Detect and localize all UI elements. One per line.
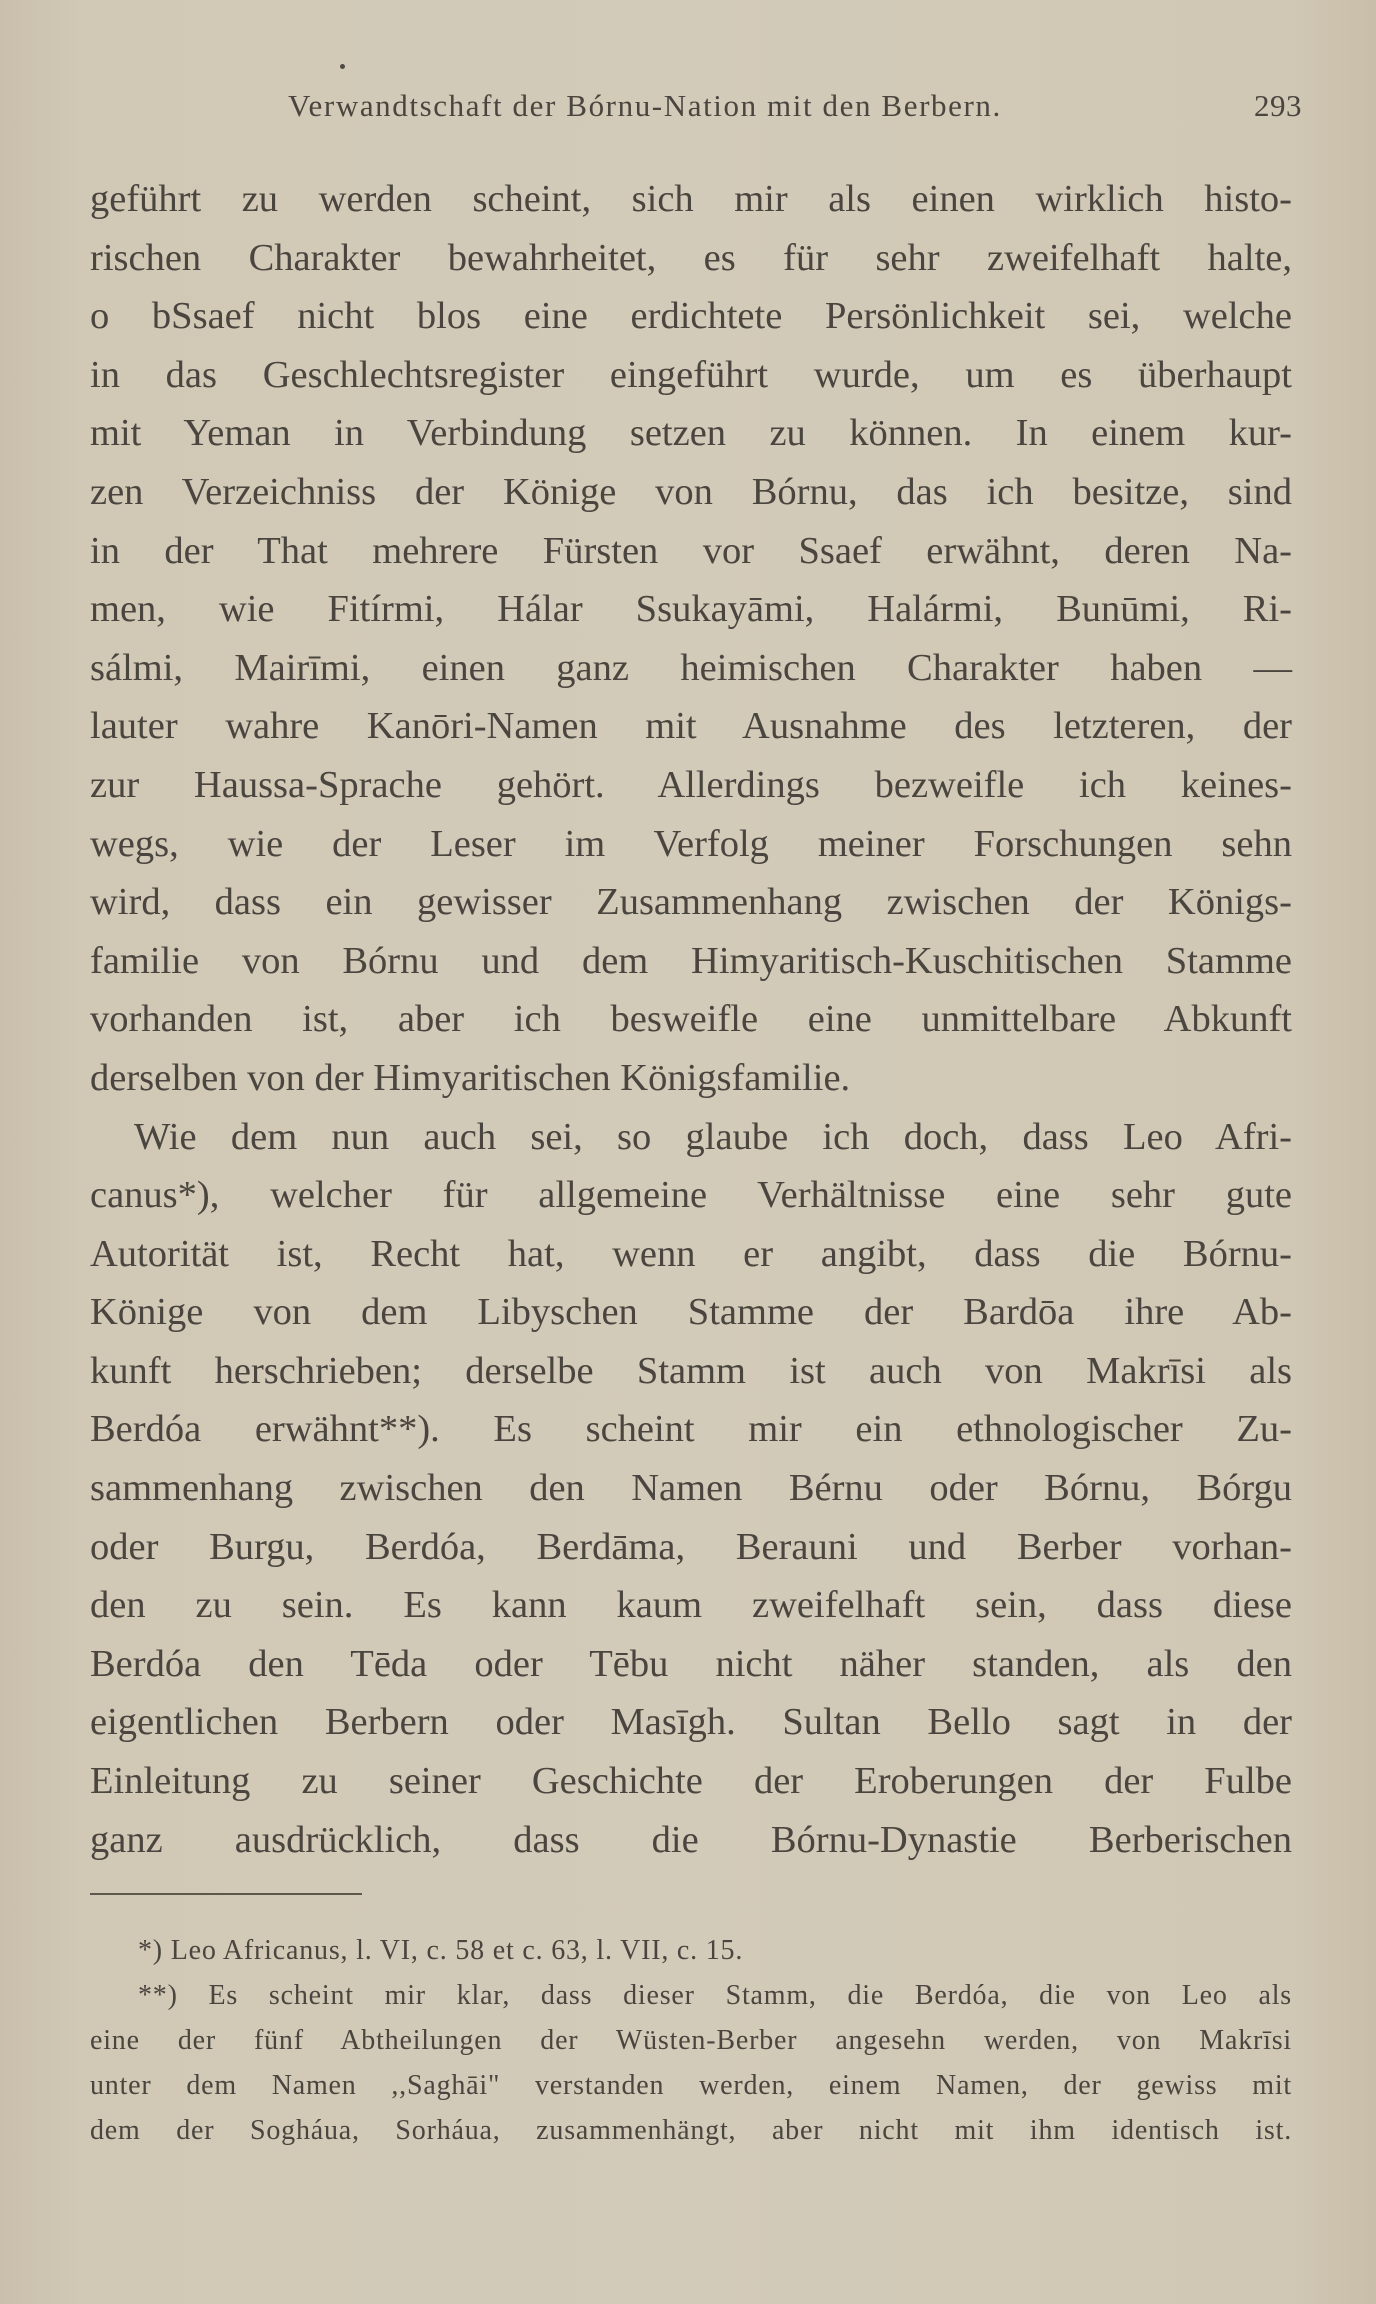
ink-speck <box>340 64 345 69</box>
footnote-line: dem der Sogháua, Sorháua, zusammenhängt, aber nicht mit ihm identisch ist. <box>90 2115 1292 2146</box>
body-text <box>90 170 1292 1869</box>
text-line: o bSsaef nicht blos eine erdichtete Persönlichkeit sei, welche <box>90 295 1292 338</box>
text-line: in das Geschlechtsregister eingeführt wurde, um es überhaupt <box>90 353 1292 396</box>
text-line: oder Burgu, Berdóa, Berdāma, Berauni und Berber vorhan- <box>90 1525 1292 1568</box>
text-line: kunft herschrieben; derselbe Stamm ist auch von Makrīsi als <box>90 1349 1292 1392</box>
text-line: sálmi, Mairīmi, einen ganz heimischen Charakter haben — <box>90 646 1292 689</box>
text-line: zur Haussa-Sprache gehört. Allerdings bezweifle ich keines- <box>90 763 1292 806</box>
text-line: Berdóa erwähnt**). Es scheint mir ein ethnologischer Zu- <box>90 1408 1292 1451</box>
footnotes <box>90 1928 1292 2153</box>
text-line: canus*), welcher für allgemeine Verhältnisse eine sehr gute <box>90 1174 1292 1217</box>
text-line: rischen Charakter bewahrheitet, es für sehr zweifelhaft halte, <box>90 236 1292 279</box>
footnote-line: **) Es scheint mir klar, dass dieser Stamm, die Berdóa, die von Leo als <box>138 1980 1292 2011</box>
text-line: ganz ausdrücklich, dass die Bórnu-Dynastie Berberischen <box>90 1818 1292 1861</box>
text-line: vorhanden ist, aber ich besweifle eine unmittelbare Abkunft <box>90 998 1292 1041</box>
footnote-line: unter dem Namen ,,Saghāi" verstanden werden, einem Namen, der gewiss mit <box>90 2070 1292 2101</box>
text-line: eigentlichen Berbern oder Masīgh. Sultan Bello sagt in der <box>90 1701 1292 1744</box>
text-line: lauter wahre Kanōri-Namen mit Ausnahme des letzteren, der <box>90 705 1292 748</box>
text-line: wird, dass ein gewisser Zusammenhang zwischen der Königs- <box>90 881 1292 924</box>
text-line: zen Verzeichniss der Könige von Bórnu, das ich besitze, sind <box>90 470 1292 513</box>
running-title: Verwandtschaft der Bórnu-Nation mit den Berbern. <box>288 88 1002 123</box>
text-line: men, wie Fitírmi, Hálar Ssukayāmi, Halármi, Bunūmi, Ri- <box>90 588 1292 631</box>
text-line: Berdóa den Tēda oder Tēbu nicht näher standen, als den <box>90 1642 1292 1685</box>
text-line: Autorität ist, Recht hat, wenn er angibt, dass die Bórnu- <box>90 1232 1292 1275</box>
text-line: familie von Bórnu und dem Himyaritisch-Kuschitischen Stamme <box>90 939 1292 982</box>
footnote-line: eine der fünf Abtheilungen der Wüsten-Berber angesehn werden, von Makrīsi <box>90 2025 1292 2056</box>
text-line: Einleitung zu seiner Geschichte der Eroberungen der Fulbe <box>90 1760 1292 1803</box>
text-line: Könige von dem Libyschen Stamme der Bardōa ihre Ab- <box>90 1291 1292 1334</box>
text-line: wegs, wie der Leser im Verfolg meiner Forschungen sehn <box>90 822 1292 865</box>
text-line: in der That mehrere Fürsten vor Ssaef erwähnt, deren Na- <box>90 529 1292 572</box>
text-line: sammenhang zwischen den Namen Bérnu oder Bórnu, Bórgu <box>90 1467 1292 1510</box>
footnote-divider <box>90 1893 362 1895</box>
text-line: derselben von der Himyaritischen Königsfamilie. <box>90 1056 851 1099</box>
text-line: geführt zu werden scheint, sich mir als einen wirklich histo- <box>90 178 1292 220</box>
text-line: mit Yeman in Verbindung setzen zu können. In einem kur- <box>90 412 1292 455</box>
text-line: den zu sein. Es kann kaum zweifelhaft sein, dass diese <box>90 1584 1292 1627</box>
running-header <box>90 88 1302 132</box>
page-number: 293 <box>1254 88 1302 123</box>
text-line: Wie dem nun auch sei, so glaube ich doch, dass Leo Afri- <box>134 1115 1292 1158</box>
footnote-line: *) Leo Africanus, l. VI, c. 58 et c. 63, l. VII, c. 15. <box>138 1935 744 1966</box>
